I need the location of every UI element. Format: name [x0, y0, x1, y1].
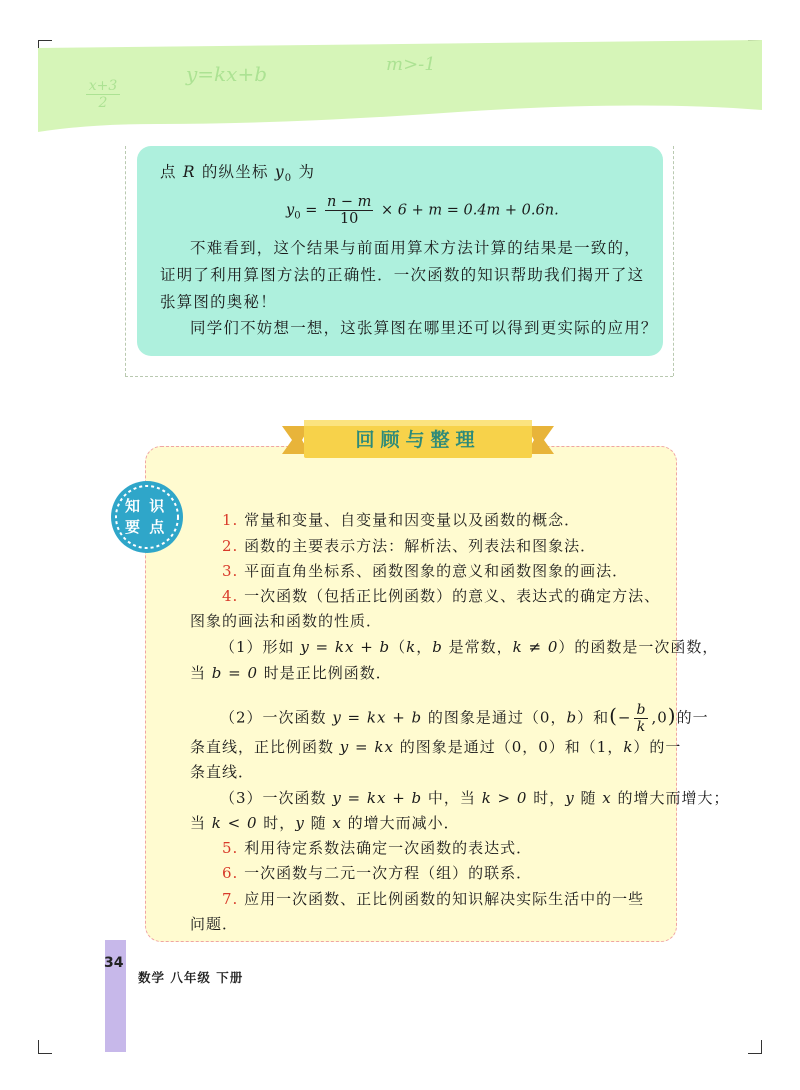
top-para1-l3: 张算图的奥秘！	[160, 293, 277, 311]
item4-cont: 图象的画法和函数的性质．	[190, 612, 383, 630]
sub3-line2	[190, 813, 460, 833]
item-number: 5.	[222, 839, 239, 857]
math: k > 0	[481, 789, 528, 807]
item7-cont: 问题．	[190, 915, 239, 933]
list-item	[222, 586, 660, 606]
fraction-num: n − m	[326, 194, 372, 210]
text: 点	[160, 163, 177, 181]
sub3-line1	[220, 788, 730, 808]
list-item	[222, 536, 596, 556]
b-over-k-fraction	[634, 702, 648, 735]
equals: =	[305, 202, 318, 219]
text: 的图象是通过（0，	[422, 708, 567, 727]
formula-lhs: y	[286, 202, 295, 219]
math: k ≠ 0	[512, 638, 559, 656]
var-y: y	[274, 163, 285, 181]
item-text: 一次函数（包括正比例函数）的意义、表达式的确定方法、	[244, 587, 661, 605]
sub2-line1: （2）一次函数 y = kx + b 的图象是通过（0，b）和(− $\frac{b}{k}$ ,0)的一	[220, 702, 709, 735]
text: 的图象是通过（0，0）和（1，	[393, 738, 624, 756]
badge-line1: 知 识	[125, 497, 167, 515]
top-para1-l1: 不难看到，这个结果与前面用算术方法计算的结果是一致的，	[190, 239, 641, 257]
list-item	[222, 889, 644, 909]
text: 时，	[257, 814, 296, 832]
text: 中，当	[422, 789, 482, 807]
review-title: 回顾与整理	[355, 429, 481, 451]
item-number: 7.	[222, 890, 239, 908]
math: k	[406, 638, 417, 656]
math: x	[332, 814, 342, 832]
text: （2）一次函数	[220, 708, 333, 727]
item-text: 常量和变量、自变量和因变量以及函数的概念．	[244, 511, 581, 529]
page-number: 34	[104, 955, 124, 971]
top-box-border	[125, 146, 126, 376]
text: ）和	[577, 708, 610, 727]
var-r: R	[182, 163, 196, 181]
list-item	[222, 510, 580, 530]
item-text: 函数的主要表示方法：解析法、列表法和图象法．	[244, 537, 597, 555]
banner-fraction-den: 2	[98, 95, 108, 111]
text: ）的函数是一次函数，	[558, 638, 719, 656]
list-item	[222, 863, 532, 883]
math: k	[623, 738, 634, 756]
crop-mark	[748, 1053, 762, 1054]
banner-inequality: m>-1	[386, 54, 436, 75]
text: ，	[416, 638, 433, 656]
math: y = kx	[339, 738, 394, 756]
item-number: 2.	[222, 537, 239, 555]
text: 为	[298, 163, 316, 181]
item-number: 3.	[222, 562, 239, 580]
math: y = kx + b	[332, 708, 423, 727]
badge-line2: 要 点	[125, 518, 167, 536]
banner-formula: y=kx+b	[186, 62, 268, 86]
top-line1	[160, 162, 315, 189]
text: 时是正比例函数．	[258, 664, 392, 682]
top-para1-l2: 证明了利用算图方法的正确性．一次函数的知识帮助我们揭开了这	[160, 266, 645, 284]
header-banner	[38, 40, 762, 135]
math: b = 0	[211, 664, 259, 682]
math: y = kx + b	[300, 638, 391, 656]
item-text: 利用待定系数法确定一次函数的表达式．	[244, 839, 533, 857]
paren-group: )	[667, 703, 677, 728]
fraction-den: k	[636, 719, 647, 735]
text: （3）一次函数	[220, 789, 333, 807]
text: （1）形如	[220, 638, 301, 656]
math: y	[295, 814, 305, 832]
math: y = kx + b	[332, 789, 423, 807]
text: 是常数，	[442, 638, 513, 656]
fraction-den: 10	[339, 211, 359, 227]
sub2-line2	[190, 737, 681, 757]
math: b	[566, 708, 578, 727]
item-number: 1.	[222, 511, 239, 529]
subscript: 0	[294, 210, 301, 222]
formula-rest: × 6 + m = 0.4m + 0.6n.	[381, 202, 559, 219]
banner-fraction	[86, 78, 120, 111]
sub1-line2	[190, 663, 392, 683]
item-text: 平面直角坐标系、函数图象的意义和函数图象的画法．	[244, 562, 629, 580]
sub2-line3: 条直线．	[190, 763, 255, 781]
item-text: 应用一次函数、正比例函数的知识解决实际生活中的一些	[244, 890, 645, 908]
text: 条直线，正比例函数	[190, 738, 340, 756]
text: 当	[190, 664, 212, 682]
banner-fraction-num: x+3	[86, 78, 120, 95]
top-formula	[286, 194, 559, 227]
list-item	[222, 561, 628, 581]
math: y	[565, 789, 575, 807]
item-number: 4.	[222, 587, 239, 605]
text: 的纵坐标	[201, 163, 269, 181]
crop-mark	[38, 1053, 52, 1054]
text: 的一	[676, 708, 709, 727]
text: 的增大而减小．	[341, 814, 460, 832]
book-title: 数学 八年级 下册	[138, 970, 244, 985]
paren-group: (	[609, 703, 618, 728]
item-number: 6.	[222, 864, 239, 882]
top-para2: 同学们不妨想一想，这张算图在哪里还可以得到更实际的应用？	[190, 319, 658, 337]
text: 当	[190, 814, 212, 832]
sub1-line1	[220, 637, 718, 657]
top-box-border	[125, 376, 673, 377]
crop-mark	[761, 1040, 762, 1054]
crop-mark	[38, 1040, 39, 1054]
list-item	[222, 838, 532, 858]
text: 随	[304, 814, 333, 832]
item-text: 一次函数与二元一次方程（组）的联系．	[244, 864, 533, 882]
top-box-border	[673, 146, 674, 376]
subscript: 0	[284, 173, 293, 185]
text: 的增大而增大；	[611, 789, 730, 807]
text: 时，	[527, 789, 566, 807]
math: x	[602, 789, 612, 807]
math: b	[432, 638, 443, 656]
text: 随	[574, 789, 603, 807]
formula-fraction	[325, 194, 373, 227]
text: ）的一	[633, 738, 682, 756]
math: k < 0	[211, 814, 258, 832]
fraction-num: b	[636, 702, 647, 718]
text: （	[390, 638, 407, 656]
